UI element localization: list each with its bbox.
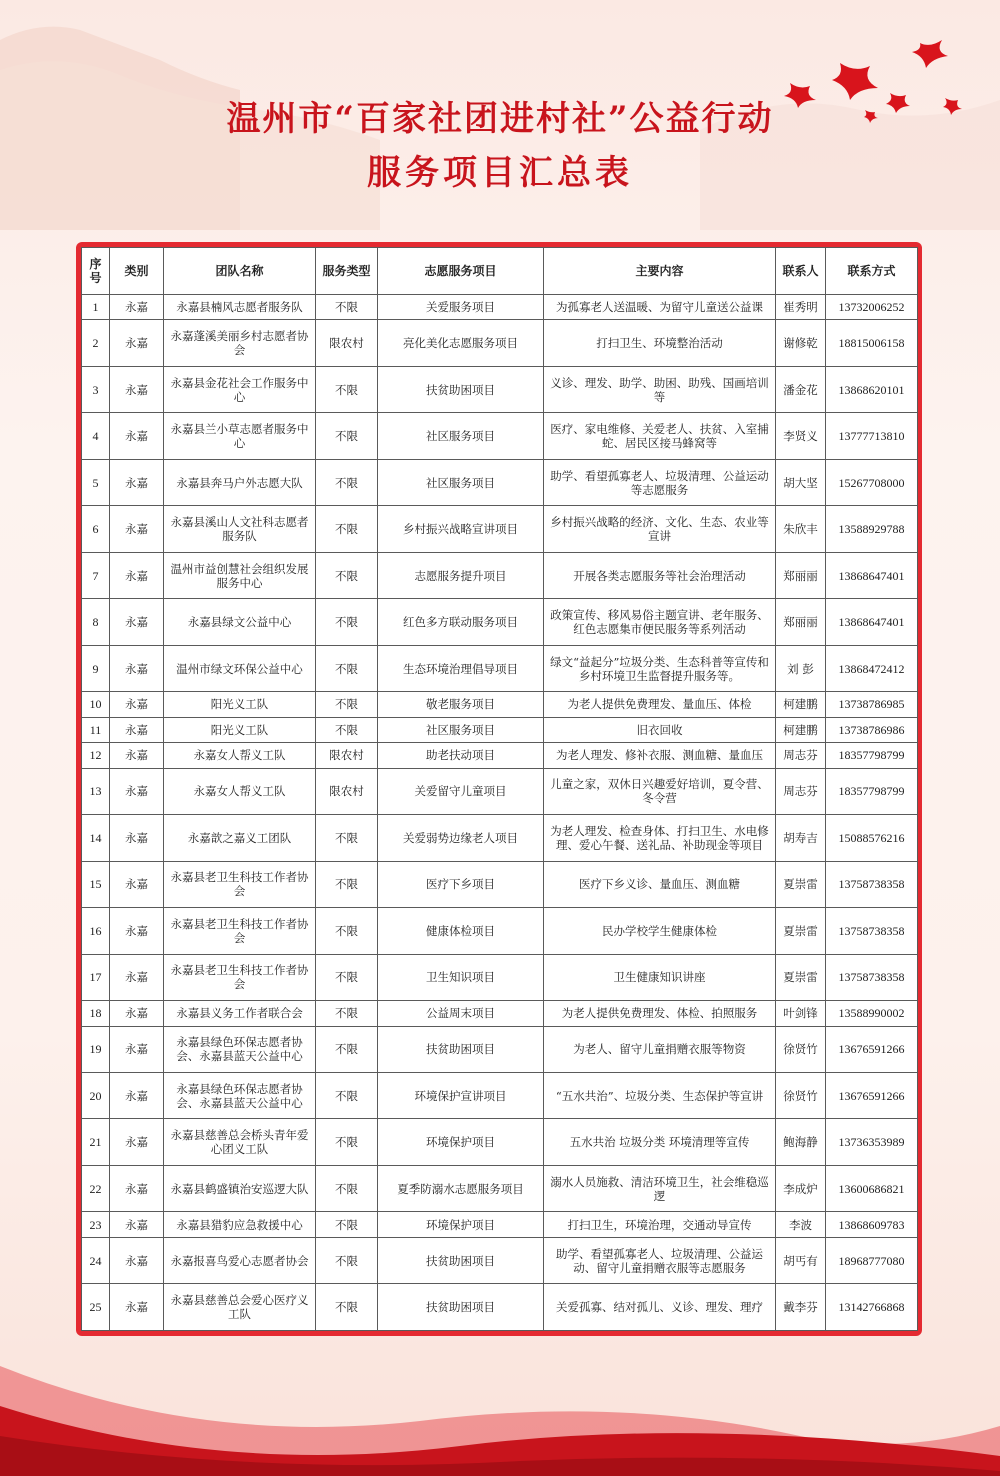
cell-row-category: 永嘉	[110, 1119, 164, 1165]
cell-row-team-name: 永嘉女人帮义工队	[164, 768, 316, 814]
cell-row-content: 政策宣传、移风易俗主题宣讲、老年服务、红色志愿集市便民服务等系列活动	[544, 599, 776, 645]
table-header-row	[82, 248, 918, 295]
cell-row-service-type: 不限	[316, 645, 378, 691]
cell-row-service-type: 不限	[316, 1001, 378, 1026]
table-row	[82, 506, 918, 552]
header-col-team-name: 团队名称	[164, 248, 316, 295]
cell-row-project: 医疗下乡项目	[378, 861, 544, 907]
cell-row-project: 社区服务项目	[378, 459, 544, 505]
cell-row-project: 环境保护项目	[378, 1212, 544, 1237]
cell-row-index: 5	[82, 459, 110, 505]
table-row	[82, 295, 918, 320]
cell-row-project: 助老扶动项目	[378, 743, 544, 768]
cell-row-team-name: 永嘉县兰小草志愿者服务中心	[164, 413, 316, 459]
cell-row-phone: 13676591266	[826, 1072, 918, 1118]
cell-row-service-type: 不限	[316, 1284, 378, 1331]
cell-row-category: 永嘉	[110, 413, 164, 459]
cell-row-category: 永嘉	[110, 1212, 164, 1237]
cell-row-index: 21	[82, 1119, 110, 1165]
cell-row-project: 红色多方联动服务项目	[378, 599, 544, 645]
cell-row-contact: 徐贤竹	[776, 1026, 826, 1072]
cell-row-category: 永嘉	[110, 815, 164, 861]
cell-row-contact: 朱欣丰	[776, 506, 826, 552]
cell-row-team-name: 永嘉县义务工作者联合会	[164, 1001, 316, 1026]
table-row	[82, 861, 918, 907]
cell-row-project: 扶贫助困项目	[378, 1237, 544, 1283]
cell-row-team-name: 永嘉县溪山人文社科志愿者服务队	[164, 506, 316, 552]
cell-row-category: 永嘉	[110, 954, 164, 1000]
cell-row-category: 永嘉	[110, 861, 164, 907]
table-row	[82, 954, 918, 1000]
cell-row-service-type: 不限	[316, 506, 378, 552]
cell-row-team-name: 温州市益创慧社会组织发展服务中心	[164, 552, 316, 598]
cell-row-project: 乡村振兴战略宣讲项目	[378, 506, 544, 552]
cell-row-index: 4	[82, 413, 110, 459]
cell-row-team-name: 永嘉县慈善总会爱心医疗义工队	[164, 1284, 316, 1331]
table-row	[82, 768, 918, 814]
cell-row-project: 关爱弱势边缘老人项目	[378, 815, 544, 861]
cell-row-category: 永嘉	[110, 1284, 164, 1331]
cell-row-content: 打扫卫生，环境治理，交通动导宣传	[544, 1212, 776, 1237]
cell-row-contact: 柯建鹏	[776, 692, 826, 717]
cell-row-index: 2	[82, 320, 110, 366]
cell-row-content: 溺水人员施救、清洁环境卫生，社会维稳巡逻	[544, 1165, 776, 1211]
page-title: 温州市“百家社团进村社”公益行动	[226, 99, 774, 139]
cell-row-index: 20	[82, 1072, 110, 1118]
cell-row-service-type: 不限	[316, 1237, 378, 1283]
header-col-index: 序号	[82, 248, 110, 295]
cell-row-team-name: 永嘉县老卫生科技工作者协会	[164, 861, 316, 907]
cell-row-phone: 13868647401	[826, 552, 918, 598]
cell-row-service-type: 不限	[316, 1072, 378, 1118]
cell-row-contact: 周志芬	[776, 743, 826, 768]
cell-row-phone: 13868620101	[826, 366, 918, 412]
cell-row-team-name: 永嘉县绿色环保志愿者协会、永嘉县蓝天公益中心	[164, 1026, 316, 1072]
cell-row-category: 永嘉	[110, 295, 164, 320]
table-row	[82, 413, 918, 459]
cell-row-index: 3	[82, 366, 110, 412]
cell-row-team-name: 永嘉县鹤盛镇治安巡逻大队	[164, 1165, 316, 1211]
cell-row-phone: 13868609783	[826, 1212, 918, 1237]
cell-row-content: 绿文“益起分”垃圾分类、生态科普等宣传和乡村环境卫生监督提升服务等。	[544, 645, 776, 691]
cell-row-contact: 李贤义	[776, 413, 826, 459]
cell-row-project: 亮化美化志愿服务项目	[378, 320, 544, 366]
cell-row-content: 儿童之家，双休日兴趣爱好培训，夏令营、冬令营	[544, 768, 776, 814]
cell-row-project: 公益周末项目	[378, 1001, 544, 1026]
cell-row-index: 15	[82, 861, 110, 907]
cell-row-contact: 李波	[776, 1212, 826, 1237]
cell-row-service-type: 限农村	[316, 768, 378, 814]
table-row	[82, 1212, 918, 1237]
table-row	[82, 1072, 918, 1118]
cell-row-index: 1	[82, 295, 110, 320]
cell-row-service-type: 不限	[316, 295, 378, 320]
cell-row-category: 永嘉	[110, 552, 164, 598]
cell-row-content: 助学、看望孤寡老人、垃圾清理、公益运动等志愿服务	[544, 459, 776, 505]
cell-row-contact: 周志芬	[776, 768, 826, 814]
cell-row-category: 永嘉	[110, 908, 164, 954]
cell-row-content: 开展各类志愿服务等社会治理活动	[544, 552, 776, 598]
table-row	[82, 599, 918, 645]
cell-row-team-name: 永嘉县老卫生科技工作者协会	[164, 954, 316, 1000]
cell-row-team-name: 永嘉县绿色环保志愿者协会、永嘉县蓝天公益中心	[164, 1072, 316, 1118]
cell-row-category: 永嘉	[110, 1237, 164, 1283]
cell-row-index: 16	[82, 908, 110, 954]
cell-row-team-name: 永嘉报喜鸟爱心志愿者协会	[164, 1237, 316, 1283]
cell-row-content: 为老人、留守儿童捐赠衣服等物资	[544, 1026, 776, 1072]
cell-row-content: 义诊、理发、助学、助困、助残、国画培训等	[544, 366, 776, 412]
header-col-contact: 联系人	[776, 248, 826, 295]
cell-row-contact: 郑丽丽	[776, 599, 826, 645]
cell-row-contact: 胡寿吉	[776, 815, 826, 861]
table-row	[82, 1119, 918, 1165]
cell-row-team-name: 永嘉蓬溪美丽乡村志愿者协会	[164, 320, 316, 366]
cell-row-content: “五水共治”、垃圾分类、生态保护等宣讲	[544, 1072, 776, 1118]
cell-row-contact: 崔秀明	[776, 295, 826, 320]
cell-row-category: 永嘉	[110, 692, 164, 717]
cell-row-service-type: 限农村	[316, 743, 378, 768]
cell-row-team-name: 永嘉歆之嘉义工团队	[164, 815, 316, 861]
cell-row-content: 为老人提供免费理发、量血压、体检	[544, 692, 776, 717]
cell-row-index: 7	[82, 552, 110, 598]
cell-row-index: 23	[82, 1212, 110, 1237]
cell-row-service-type: 不限	[316, 1165, 378, 1211]
cell-row-content: 为老人理发、检查身体、打扫卫生、水电修理、爱心午餐、送礼品、补助现金等项目	[544, 815, 776, 861]
cell-row-phone: 13588929788	[826, 506, 918, 552]
cell-row-project: 扶贫助困项目	[378, 1026, 544, 1072]
cell-row-project: 环境保护项目	[378, 1119, 544, 1165]
cell-row-index: 25	[82, 1284, 110, 1331]
table-row	[82, 717, 918, 742]
cell-row-contact: 叶剑锋	[776, 1001, 826, 1026]
cell-row-contact: 刘 彭	[776, 645, 826, 691]
cell-row-project: 敬老服务项目	[378, 692, 544, 717]
table-row	[82, 459, 918, 505]
cell-row-index: 14	[82, 815, 110, 861]
cell-row-content: 医疗下乡义诊、量血压、测血糖	[544, 861, 776, 907]
cell-row-project: 卫生知识项目	[378, 954, 544, 1000]
header-col-content: 主要内容	[544, 248, 776, 295]
cell-row-content: 助学、看望孤寡老人、垃圾清理、公益运动、留守儿童捐赠衣服等志愿服务	[544, 1237, 776, 1283]
cell-row-content: 关爱孤寡、结对孤儿、义诊、理发、理疗	[544, 1284, 776, 1331]
table-row	[82, 743, 918, 768]
cell-row-service-type: 不限	[316, 552, 378, 598]
cell-row-project: 扶贫助困项目	[378, 1284, 544, 1331]
cell-row-contact: 夏崇雷	[776, 861, 826, 907]
cell-row-contact: 潘金花	[776, 366, 826, 412]
cell-row-phone: 13676591266	[826, 1026, 918, 1072]
cell-row-content: 民办学校学生健康体检	[544, 908, 776, 954]
cell-row-team-name: 永嘉女人帮义工队	[164, 743, 316, 768]
cell-row-index: 24	[82, 1237, 110, 1283]
cell-row-phone: 13758738358	[826, 954, 918, 1000]
table-row	[82, 1026, 918, 1072]
cell-row-phone: 13588990002	[826, 1001, 918, 1026]
cell-row-contact: 谢修乾	[776, 320, 826, 366]
cell-row-phone: 13738786986	[826, 717, 918, 742]
cell-row-category: 永嘉	[110, 1026, 164, 1072]
table-row	[82, 366, 918, 412]
cell-row-contact: 戴李芬	[776, 1284, 826, 1331]
cell-row-project: 社区服务项目	[378, 717, 544, 742]
table-row	[82, 320, 918, 366]
cell-row-team-name: 永嘉县绿文公益中心	[164, 599, 316, 645]
cell-row-team-name: 永嘉县猎豹应急救援中心	[164, 1212, 316, 1237]
header-col-phone: 联系方式	[826, 248, 918, 295]
cell-row-content: 旧衣回收	[544, 717, 776, 742]
cell-row-category: 永嘉	[110, 1072, 164, 1118]
cell-row-contact: 郑丽丽	[776, 552, 826, 598]
summary-table	[81, 247, 918, 1331]
cell-row-phone: 13868472412	[826, 645, 918, 691]
cell-row-project: 关爱服务项目	[378, 295, 544, 320]
table-row	[82, 1237, 918, 1283]
cell-row-index: 11	[82, 717, 110, 742]
page-subtitle: 服务项目汇总表	[367, 153, 633, 193]
cell-row-index: 10	[82, 692, 110, 717]
header-col-category: 类别	[110, 248, 164, 295]
cell-row-phone: 13600686821	[826, 1165, 918, 1211]
title-block	[0, 96, 1000, 196]
red-wave-decoration	[0, 1326, 1000, 1476]
cell-row-index: 12	[82, 743, 110, 768]
cell-row-service-type: 不限	[316, 366, 378, 412]
cell-row-phone: 15088576216	[826, 815, 918, 861]
cell-row-index: 18	[82, 1001, 110, 1026]
cell-row-phone: 13758738358	[826, 861, 918, 907]
cell-row-service-type: 不限	[316, 413, 378, 459]
cell-row-phone: 13738786985	[826, 692, 918, 717]
table-row	[82, 908, 918, 954]
cell-row-team-name: 阳光义工队	[164, 717, 316, 742]
cell-row-index: 13	[82, 768, 110, 814]
cell-row-phone: 13142766868	[826, 1284, 918, 1331]
cell-row-contact: 夏崇雷	[776, 908, 826, 954]
cell-row-service-type: 不限	[316, 692, 378, 717]
cell-row-project: 志愿服务提升项目	[378, 552, 544, 598]
cell-row-category: 永嘉	[110, 366, 164, 412]
cell-row-service-type: 不限	[316, 599, 378, 645]
cell-row-index: 8	[82, 599, 110, 645]
cell-row-category: 永嘉	[110, 743, 164, 768]
cell-row-category: 永嘉	[110, 1165, 164, 1211]
cell-row-service-type: 不限	[316, 815, 378, 861]
cell-row-service-type: 不限	[316, 717, 378, 742]
cell-row-project: 环境保护宣讲项目	[378, 1072, 544, 1118]
table-row	[82, 1001, 918, 1026]
cell-row-category: 永嘉	[110, 320, 164, 366]
cell-row-category: 永嘉	[110, 768, 164, 814]
cell-row-project: 生态环境治理倡导项目	[378, 645, 544, 691]
cell-row-service-type: 不限	[316, 1119, 378, 1165]
cell-row-phone: 18968777080	[826, 1237, 918, 1283]
cell-row-service-type: 不限	[316, 459, 378, 505]
cell-row-contact: 夏崇雷	[776, 954, 826, 1000]
cell-row-content: 卫生健康知识讲座	[544, 954, 776, 1000]
cell-row-contact: 胡丐有	[776, 1237, 826, 1283]
cell-row-service-type: 不限	[316, 1026, 378, 1072]
cell-row-category: 永嘉	[110, 459, 164, 505]
cell-row-team-name: 永嘉县奔马户外志愿大队	[164, 459, 316, 505]
cell-row-index: 6	[82, 506, 110, 552]
table-row	[82, 815, 918, 861]
cell-row-contact: 徐贤竹	[776, 1072, 826, 1118]
cell-row-phone: 13736353989	[826, 1119, 918, 1165]
cell-row-contact: 柯建鹏	[776, 717, 826, 742]
cell-row-index: 22	[82, 1165, 110, 1211]
cell-row-service-type: 不限	[316, 861, 378, 907]
cell-row-category: 永嘉	[110, 717, 164, 742]
cell-row-index: 9	[82, 645, 110, 691]
cell-row-team-name: 永嘉县金花社会工作服务中心	[164, 366, 316, 412]
cell-row-content: 五水共治 垃圾分类 环境清理等宣传	[544, 1119, 776, 1165]
cell-row-project: 社区服务项目	[378, 413, 544, 459]
cell-row-service-type: 不限	[316, 908, 378, 954]
cell-row-category: 永嘉	[110, 1001, 164, 1026]
cell-row-phone: 13732006252	[826, 295, 918, 320]
cell-row-project: 健康体检项目	[378, 908, 544, 954]
table-row	[82, 692, 918, 717]
cell-row-index: 19	[82, 1026, 110, 1072]
table-body	[82, 295, 918, 1331]
table-row	[82, 1284, 918, 1331]
table-frame	[76, 242, 922, 1336]
cell-row-project: 关爱留守儿童项目	[378, 768, 544, 814]
cell-row-team-name: 永嘉县楠风志愿者服务队	[164, 295, 316, 320]
cell-row-phone: 13868647401	[826, 599, 918, 645]
cell-row-index: 17	[82, 954, 110, 1000]
cell-row-phone: 18815006158	[826, 320, 918, 366]
cell-row-phone: 18357798799	[826, 743, 918, 768]
cell-row-phone: 18357798799	[826, 768, 918, 814]
cell-row-project: 夏季防溺水志愿服务项目	[378, 1165, 544, 1211]
cell-row-category: 永嘉	[110, 506, 164, 552]
table-row	[82, 645, 918, 691]
header-col-project: 志愿服务项目	[378, 248, 544, 295]
cell-row-team-name: 永嘉县老卫生科技工作者协会	[164, 908, 316, 954]
table-row	[82, 552, 918, 598]
cell-row-phone: 13758738358	[826, 908, 918, 954]
cell-row-service-type: 不限	[316, 954, 378, 1000]
cell-row-team-name: 永嘉县慈善总会桥头青年爱心团义工队	[164, 1119, 316, 1165]
cell-row-service-type: 限农村	[316, 320, 378, 366]
cell-row-phone: 13777713810	[826, 413, 918, 459]
header-col-service-type: 服务类型	[316, 248, 378, 295]
cell-row-service-type: 不限	[316, 1212, 378, 1237]
cell-row-team-name: 阳光义工队	[164, 692, 316, 717]
cell-row-contact: 胡大坚	[776, 459, 826, 505]
cell-row-content: 乡村振兴战略的经济、文化、生态、农业等宣讲	[544, 506, 776, 552]
cell-row-content: 为孤寡老人送温暖、为留守儿童送公益课	[544, 295, 776, 320]
cell-row-phone: 15267708000	[826, 459, 918, 505]
cell-row-team-name: 温州市绿文环保公益中心	[164, 645, 316, 691]
table-row	[82, 1165, 918, 1211]
cell-row-contact: 鲍海静	[776, 1119, 826, 1165]
cell-row-project: 扶贫助困项目	[378, 366, 544, 412]
cell-row-content: 打扫卫生、环境整治活动	[544, 320, 776, 366]
cell-row-content: 为老人理发、修补衣服、测血糖、量血压	[544, 743, 776, 768]
cell-row-category: 永嘉	[110, 599, 164, 645]
cell-row-category: 永嘉	[110, 645, 164, 691]
cell-row-content: 为老人提供免费理发、体检、拍照服务	[544, 1001, 776, 1026]
cell-row-content: 医疗、家电维修、关爱老人、扶贫、入室捕蛇、居民区接马蜂窝等	[544, 413, 776, 459]
cell-row-contact: 李成炉	[776, 1165, 826, 1211]
